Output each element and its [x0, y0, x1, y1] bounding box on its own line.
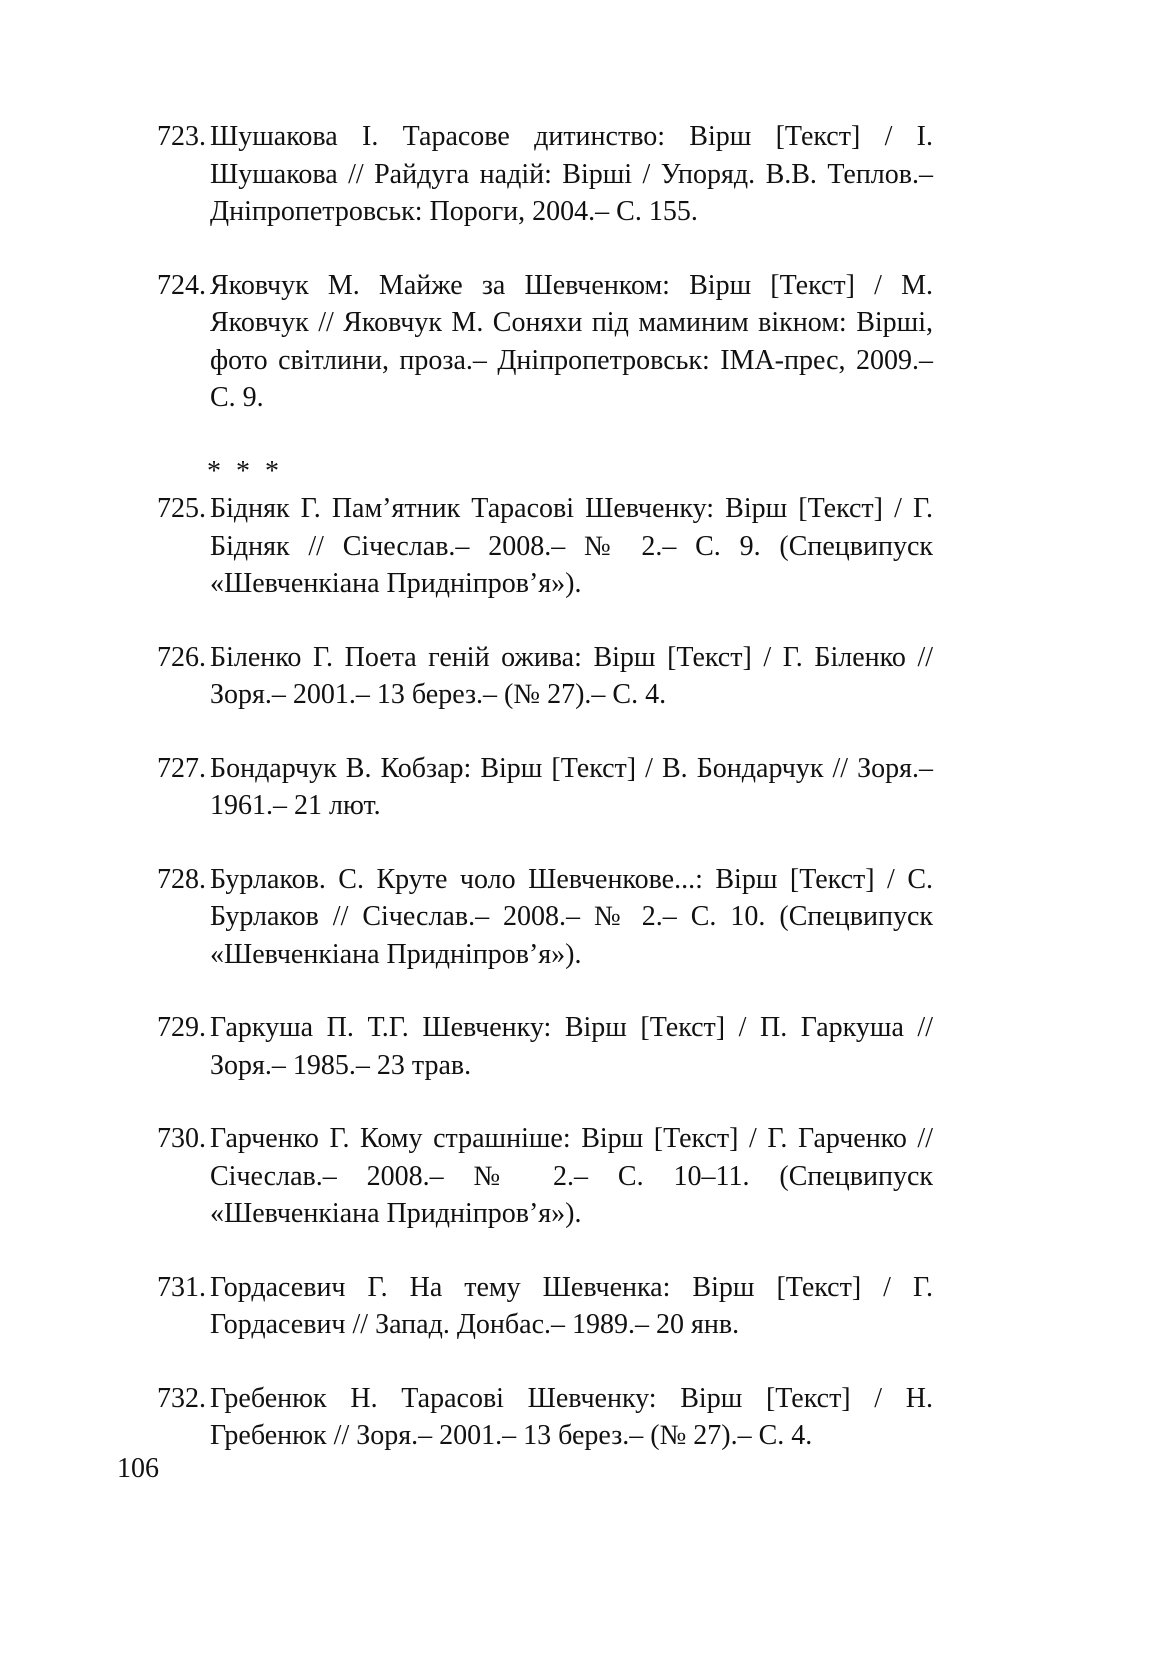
- bibliography-entry-728: [157, 861, 933, 974]
- bibliography-entry-729: [157, 1009, 933, 1084]
- entry-number: 726.: [157, 641, 206, 673]
- entry-number: 732.: [157, 1382, 206, 1414]
- entry-text: Бондарчук В. Кобзар: Вірш [Текст] / В. Бондарчук // Зоря.– 1961.– 21 лют.: [210, 752, 933, 821]
- bibliography-entry-727: [157, 750, 933, 825]
- entry-number: 730.: [157, 1123, 206, 1154]
- entry-text: Бідняк Г. Пам’ятник Тарасові Шевченку: Вірш [Текст] / Г. Бідняк // Січеслав.– 2008.– № 2.– С. 9. (Спецвипуск «Шевченкіана Придніпров’я»).: [210, 493, 933, 599]
- bibliography-entry-732: [157, 1380, 933, 1455]
- bibliography-entry-724: [157, 267, 933, 417]
- bibliography-list: [157, 118, 933, 1455]
- entry-text: Яковчук М. Майже за Шевченком: Вірш [Текст] / М. Яковчук // Яковчук М. Соняхи під маминим вікном: Вірші, фото світлини, проза.– Дніпропетровськ: ІМА-прес, 2009.– С. 9.: [210, 269, 933, 413]
- entry-number: 725.: [157, 493, 206, 524]
- entry-number: 731.: [157, 1271, 206, 1303]
- entry-number: 727.: [157, 752, 206, 784]
- entry-number: 729.: [157, 1012, 206, 1043]
- entry-text: Гребенюк Н. Тарасові Шевченку: Вірш [Текст] / Н. Гребенюк // Зоря.– 2001.– 13 берез.– (№ 27).– С. 4.: [210, 1382, 933, 1451]
- entry-text: Бурлаков. С. Круте чоло Шевченкове...: Вірш [Текст] / С. Бурлаков // Січеслав.– 2008.– № 2.– С. 10. (Спецвипуск «Шевченкіана Придніпров’я»).: [210, 863, 933, 970]
- section-separator: * * *: [207, 455, 283, 487]
- page-number: 106: [117, 1453, 159, 1484]
- entry-number: 724.: [157, 269, 206, 301]
- entry-number: 723.: [157, 121, 206, 152]
- bibliography-entry-730: [157, 1120, 933, 1233]
- bibliography-entry-731: [157, 1269, 933, 1344]
- entry-text: Шушакова І. Тарасове дитинство: Вірш [Текст] / І. Шушакова // Райдуга надій: Вірші / Упоряд. В.В. Теплов.– Дніпропетровськ: Пороги, 2004.– С. 155.: [210, 121, 933, 227]
- entry-number: 728.: [157, 863, 206, 895]
- bibliography-entry-726: [157, 639, 933, 714]
- entry-text: Гарченко Г. Кому страшніше: Вірш [Текст] / Г. Гарченко // Січеслав.– 2008.– № 2.– С. 10–11. (Спецвипуск «Шевченкіана Придніпров’я»).: [210, 1123, 933, 1229]
- bibliography-entry-725: [157, 490, 933, 603]
- entry-text: Гаркуша П. Т.Г. Шевченку: Вірш [Текст] / П. Гаркуша // Зоря.– 1985.– 23 трав.: [210, 1012, 933, 1081]
- entry-text: Біленко Г. Поета геній ожива: Вірш [Текст] / Г. Біленко // Зоря.– 2001.– 13 берез.– (№ 27).– С. 4.: [210, 641, 933, 710]
- bibliography-entry-723: [157, 118, 933, 231]
- entry-text: Гордасевич Г. На тему Шевченка: Вірш [Текст] / Г. Гордасевич // Запад. Донбас.– 1989.– 20 янв.: [210, 1271, 933, 1340]
